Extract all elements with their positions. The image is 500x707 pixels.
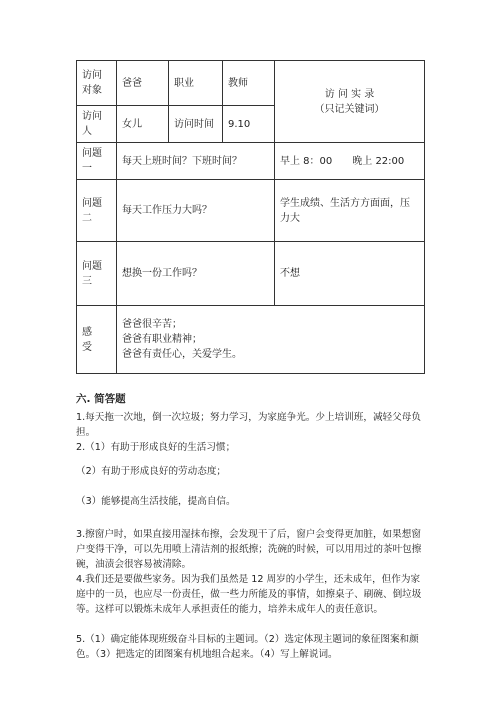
table-row [77,306,425,374]
q2-label: 问题二 [77,180,117,242]
answer-3: 3.擦窗户时，如果直接用湿抹布擦，会发现干了后，窗户会变得更加脏，如果想窗户变得干净，可以先用喷上清洁剂的报纸擦；洗碗的时候，可以用用过的茶叶包擦碗，油渍会很容易被清除。 [76,529,422,570]
job-value: 教师 [223,61,275,106]
q2-answer: 学生成绩、生活方方面面，压力大 [275,180,425,242]
feel-label: 感 受 [77,306,117,374]
section-title: 六. 简答题 [76,393,126,405]
feel-content [117,306,425,374]
table-row [77,61,425,106]
time-label: 访问时间 [169,106,223,143]
feel-line: 爸爸很辛苦； [122,319,182,330]
interviewer-value: 女儿 [117,106,169,143]
answer-2-1: 2.（1）有助于形成良好的生活习惯； [76,442,236,453]
job-label: 职业 [169,61,223,106]
interview-table [76,60,425,374]
q2-question: 每天工作压力大吗？ [117,180,275,242]
target-value: 爸爸 [117,61,169,106]
q3-answer: 不想 [275,242,425,306]
target-label: 访问对象 [77,61,117,106]
q1-question: 每天上班时间？下班时间？ [117,143,275,180]
answer-4: 4.我们还是要做些家务。因为我们虽然是 12 周岁的小学生，还未成年，但作为家庭中的一员，也应尽一份责任，做一些力所能及的事情，如擦桌子、刷碗、倒垃圾等。这样可以锻炼未成年人承担责任的能力，培养未成年人的责任意识。 [76,574,422,615]
q1-label: 问题一 [77,143,117,180]
feel-line: 爸爸有责任心，关爱学生。 [122,349,242,360]
record-header [275,61,425,143]
feel-line: 爸爸有职业精神； [122,334,202,345]
interviewer-label: 访问人 [77,106,117,143]
answer-2-3: （3）能够提高生活技能，提高自信。 [76,496,236,507]
record-header-title: 访 问 实 录 [324,88,375,100]
q3-question: 想换一份工作吗？ [117,242,275,306]
table-row [77,180,425,242]
answer-5: 5.（1）确定能体现班级奋斗目标的主题词。（2）选定体现主题词的象征图案和颜色。（3）把选定的团图案有机地组合起来。（4）写上解说词。 [76,634,419,660]
table-row [77,143,425,180]
record-header-note: （只记关键词） [314,103,385,115]
answer-2-2: （2）有助于形成良好的劳动态度； [76,466,227,477]
time-value: 9.10 [223,106,275,143]
q1-answer: 早上 8：00 晚上 22:00 [275,143,425,180]
answer-1: 1.每天拖一次地，倒一次垃圾；努力学习，为家庭争光。少上培训班，减轻父母负担。 [76,412,421,438]
table-row [77,242,425,306]
q3-label: 问题三 [77,242,117,306]
